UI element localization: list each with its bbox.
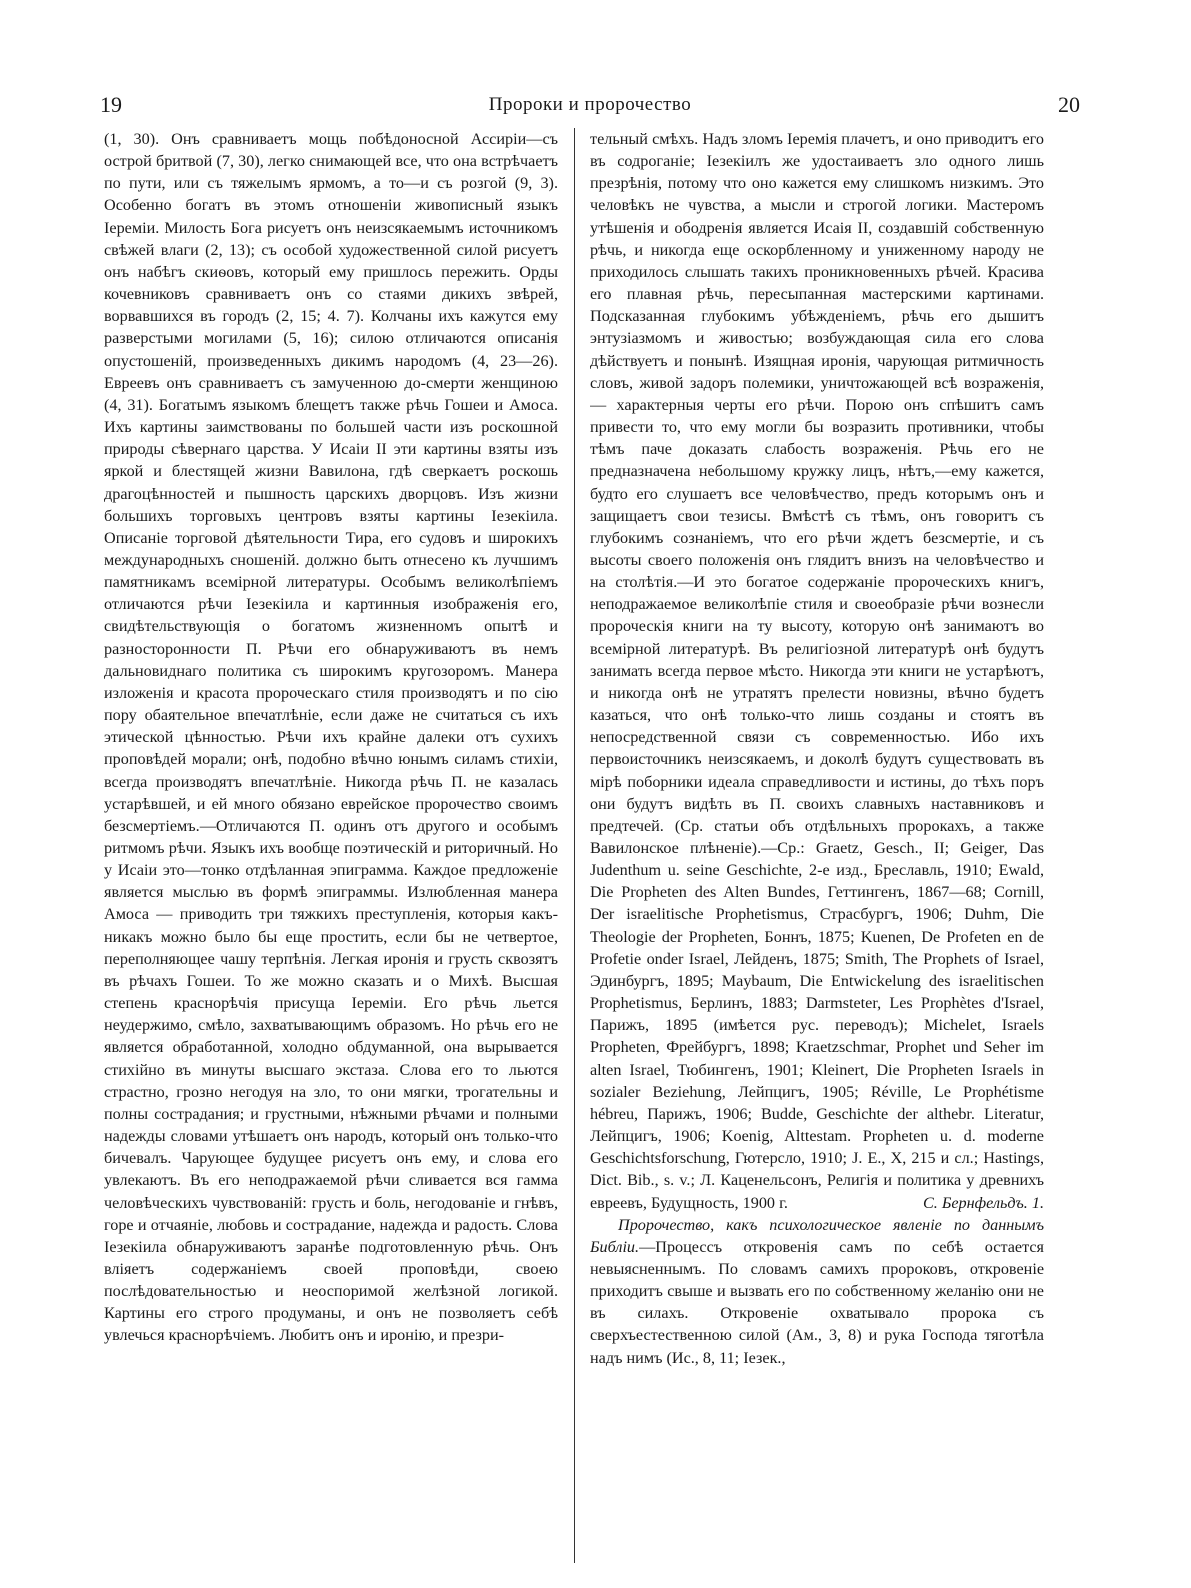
column-divider [574, 128, 575, 1563]
running-title: Пророки и пророчество [488, 94, 692, 115]
right-column-text [590, 128, 1044, 1214]
page-number-right: 20 [1058, 92, 1080, 117]
page-header [100, 92, 1080, 122]
section-text: —Процессъ откровенія самъ по себѣ остается невыясненнымъ. По словамъ самихъ пророковъ, откровеніе приходитъ свыше и вызвать его по собственному желанію они не въ силахъ. Откровеніе охватывало пророка съ сверхъестественною силой (Ам., 3, 8) и рука Господа тяготѣла надъ нимъ (Ис., 8, 11; Іезек., [590, 1237, 1044, 1367]
left-column-text: (1, 30). Онъ сравниваетъ мощь побѣдоносной Ассиріи—съ острой бритвой (7, 30), легко снимающей все, что она встрѣчаетъ по пути, или съ тяжелымъ ярмомъ, а то—и съ розгой (9, 3). Особенно богатъ въ этомъ отношеніи живописный языкъ Іереміи. Милость Бога рисуетъ онъ неизсякаемымъ источникомъ свѣжей влаги (2, 13); съ особой художественной силой рисуетъ онъ набѣгъ скиѳовъ, который ему пришлось пережить. Орды кочевниковъ сравниваетъ онъ со стаями дикихъ звѣрей, ворвавшихся въ городъ (2, 15; 4. 7). Колчаны ихъ кажутся ему разверстыми могилами (5, 16); силою отличаются описанія опустошеній, произведенныхъ дикимъ народомъ (4, 23—26). Евреевъ онъ сравниваетъ съ замученною до-смерти женщиною (4, 31). Богатымъ языкомъ блещетъ также рѣчь Гошеи и Амоса. Ихъ картины заимствованы по большей части изъ роскошной природы сѣвернаго царства. У Исаіи II эти картины взяты изъ яркой и блестящей жизни Вавилона, гдѣ сверкаетъ роскошь драгоцѣнностей и пышность царскихъ дворцовъ. Изъ жизни большихъ торговыхъ центровъ взяты картины Іезекіила. Описаніе торговой дѣятельности Тира, его судовъ и широкихъ международныхъ сношеній. должно быть отнесено къ лучшимъ памятникамъ всемірной литературы. Особымъ великолѣпіемъ отличаются рѣчи Іезекіила и картинныя изображенія его, свидѣтельствующія о богатомъ жизненномъ опытѣ и разносторонности П. Рѣчи его обнаруживаютъ въ немъ дальновиднаго политика съ широкимъ кругозоромъ. Манера изложенія и красота пророческаго стиля производятъ и по сію пору обаятельное впечатлѣніе, если даже не считаться съ ихъ этической цѣнностью. Рѣчи ихъ крайне далеки отъ сухихъ проповѣдей морали; онѣ, подобно вѣчно юнымъ силамъ стихіи, всегда производятъ впечатлѣніе. Никогда рѣчь П. не казалась устарѣвшей, и ей много обязано еврейское пророчество своимъ безсмертіемъ.—Отличаются П. одинъ отъ другого и особымъ ритмомъ рѣчи. Языкъ ихъ вообще поэтическій и риторичный. Но у Исаіи это—тонко отдѣланная эпиграмма. Каждое предложеніе является мыслью въ формѣ эпиграммы. Излюбленная манера Амоса — приводить три тяжкихъ преступленія, которыя какъ-никакъ можно было бы еще простить, если бы не четвертое, переполняющее чашу терпѣнія. Легкая иронія и грусть сквозятъ въ рѣчахъ Гошеи. То же можно сказать и о Михѣ. Высшая степень краснорѣчія присуща Іереміи. Его рѣчь льется неудержимо, смѣло, захватывающимъ образомъ. Но рѣчь его не является обработанной, холодно обдуманной, она вырывается стихійно въ минуты высшаго экстаза. Слова его то льются страстно, грозно негодуя на зло, то они мягки, трогательны и полны сострадания; и грустными, нѣжными рѣчами и полными надежды словами утѣшаетъ онъ народъ, который онъ только-что бичевалъ. Чарующее будущее рисуетъ онъ ему, и слова его увлекаютъ. Въ его неподражаемой рѣчи сливается вся гамма человѣческихъ чувствованій: грусть и боль, негодованіе и гнѣвъ, горе и отчаяніе, любовь и сострадание, надежда и радость. Слова Іезекіила обнаруживаютъ заранѣе подготовленную рѣчь. Онъ вліяетъ содержаніемъ своей проповѣди, своею послѣдовательностью и неоспоримой желѣзной логикой. Картины его строго продуманы, и онъ не позволяетъ себѣ увлечься краснорѣчіемъ. Любитъ онъ и иронію, и презри- [104, 130, 558, 1345]
author-signature: С. Бернфельдъ. 1. [922, 1193, 1044, 1212]
left-column [104, 128, 558, 1568]
right-column [590, 128, 1044, 1568]
right-column-body: тельный смѣхъ. Надъ зломъ Іеремія плачетъ, и оно приводитъ его въ содроганіе; Іезекіилъ же удостаиваетъ зло одного лишь презрѣнія, потому что оно кажется ему слишкомъ низкимъ. Это человѣкъ не чувства, а мысли и строгой логики. Мастеромъ утѣшенія и ободренія является Исаія II, создавшій собственную рѣчь, и никогда еще оскорбленному и униженному народу не приходилось слышать такихъ проникновенныхъ рѣчей. Красива его плавная рѣчь, пересыпанная мастерскими картинами. Подсказанная глубокимъ убѣжденіемъ, рѣчь его дышитъ энтузіазмомъ и живостью; возбуждающая сила его слова дѣйствуетъ и понынѣ. Изящная иронія, чарующая ритмичность словъ, живой задоръ полемики, уничтожающей всѣ возраженія, — характерныя черты его рѣчи. Порою онъ спѣшитъ самъ привести то, что ему могли бы возразить противники, чтобы тѣмъ паче доказать слабость возраженія. Рѣчь его не предназначена небольшому кружку лицъ, нѣтъ,—ему кажется, будто его слушаетъ все человѣчество, предъ которымъ онъ и защищаетъ свои тезисы. Вмѣстѣ съ тѣмъ, онъ говоритъ съ глубокимъ сознаніемъ, что его рѣчи ждетъ безсмертіе, и съ высоты своего положенія онъ глядитъ внизъ на человѣчество и на столѣтія.—И это богатое содержаніе пророческихъ книгъ, неподражаемое великолѣпіе стиля и своеобразіе рѣчи вознесли пророческія книги на ту высоту, которую онѣ занимаютъ во всемірной литературѣ. Въ религіозной литературѣ онѣ будутъ занимать всегда первое мѣсто. Никогда эти книги не устарѣютъ, и никогда онѣ не утратятъ прелести новизны, вѣчно будетъ казаться, что онѣ только-что лишь созданы и стоятъ въ непосредственной связи съ современностью. Ибо ихъ первоисточникъ неизсякаемъ, и доколѣ будутъ существовать въ мірѣ поборники идеала справедливости и истины, до тѣхъ поръ они будутъ видѣть въ П. своихъ славныхъ наставниковъ и предтечей. (Ср. статьи объ отдѣльныхъ пророкахъ, а также Вавилонское плѣненіе).—Ср.: Graetz, Gesch., II; Geiger, Das Judenthum u. seine Geschichte, 2-е изд., Бреславль, 1910; Ewald, Die Propheten des Alten Bundes, Геттингенъ, 1867—68; Cornill, Der israelitische Prophetismus, Страсбургъ, 1906; Duhm, Die Theologie der Propheten, Боннъ, 1875; Kuenen, De Profeten en de Profetie onder Israel, Лейденъ, 1875; Smith, The Prophets of Israel, Эдинбургъ, 1895; Maybaum, Die Entwickelung des israelitischen Prophetismus, Берлинъ, 1883; Darmsteter, Les Prophètes d'Israel, Парижъ, 1895 (имѣется рус. переводъ); Michelet, Israels Propheten, Фрейбургъ, 1898; Kraetzschmar, Prophet und Seher im alten Israel, Тюбингенъ, 1901; Kleinert, Die Propheten Israels in sozialer Beziehung, Лейпцигъ, 1905; Réville, Le Prophétisme hébreu, Парижъ, 1906; Budde, Geschichte der althebr. Literatur, Лейпцигъ, 1906; Koenig, Alttestam. Propheten u. d. moderne Geschichtsforschung, Гютерсло, 1910; J. E., X, 215 и сл.; Hastings, Dict. Bib., s. v.; Л. Каценельсонъ, Религія и политика у древнихъ евреевъ, Будущность, 1900 г. [590, 130, 1044, 1212]
section-title: Пророчество, какъ психологическое явленіе по даннымъ Библіи. [590, 1215, 1044, 1256]
section-paragraph [590, 1214, 1044, 1369]
page-number-left: 19 [100, 92, 122, 117]
